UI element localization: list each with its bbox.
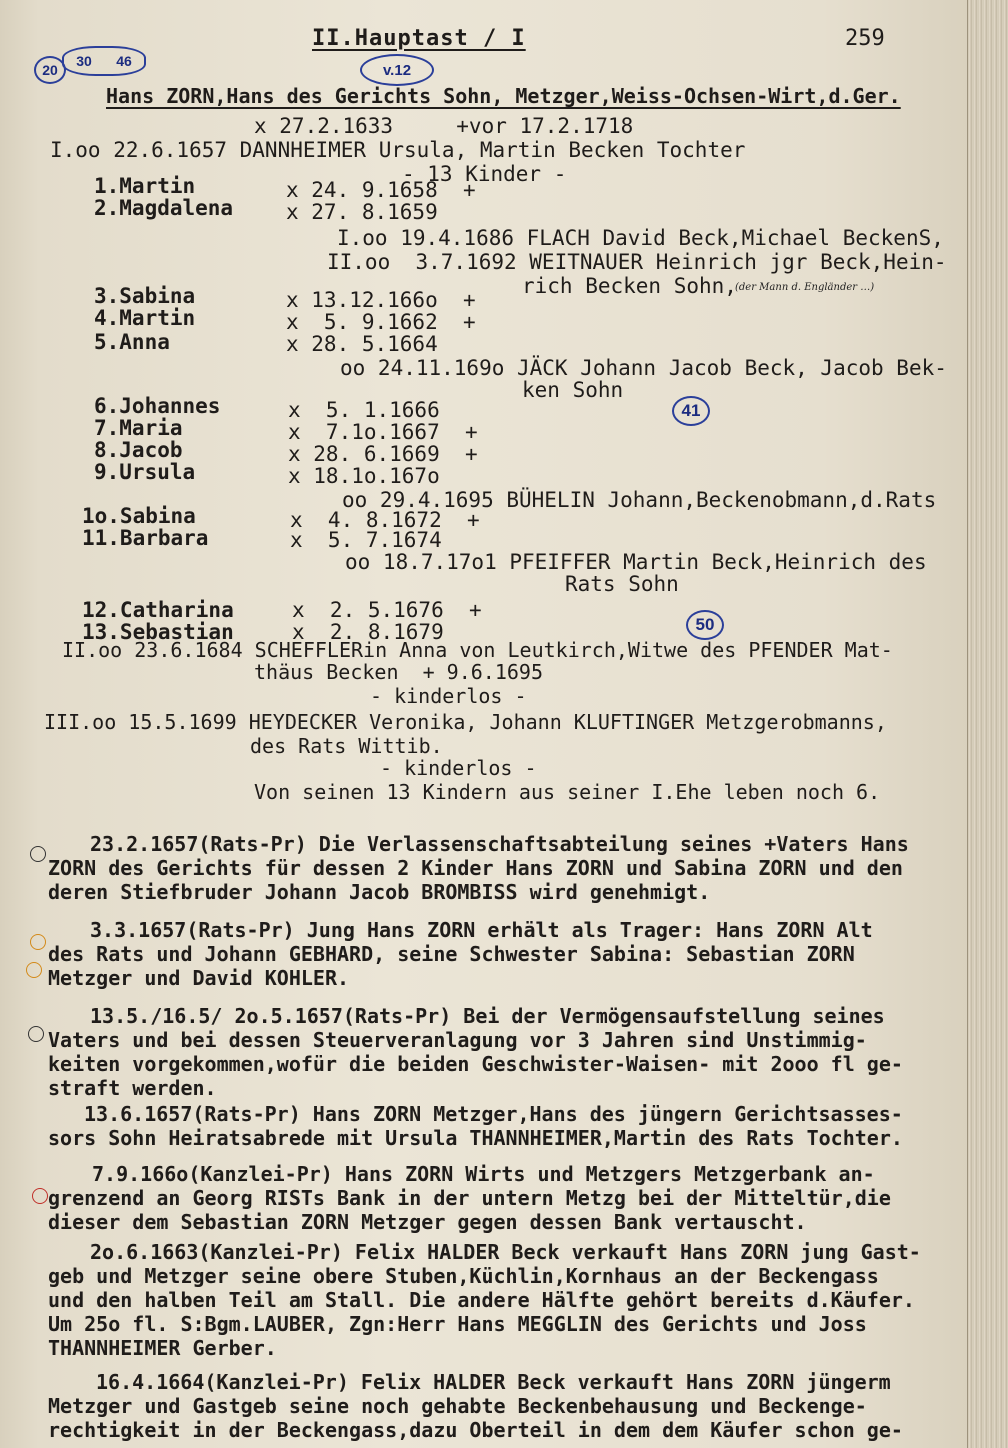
version-label: v.12 — [382, 61, 412, 79]
child-marriage: ken Sohn — [522, 378, 624, 402]
child-marriage: oo 24.11.169o JÄCK Johann Jacob Beck, Jacob Bek- — [340, 356, 947, 380]
record-line: rechtigkeit in der Beckengass,dazu Oberteil in dem dem Käufer schon ge- — [48, 1418, 903, 1442]
person-heading: Hans ZORN,Hans des Gerichts Sohn, Metzger,Weiss-Ochsen-Wirt,d.Ger. — [106, 84, 901, 108]
record-line: Um 25o fl. S:Bgm.LAUBER, Zgn:Herr Hans MEGGLIN des Gerichts und Joss — [48, 1312, 867, 1336]
record-line: 3.3.1657(Rats-Pr) Jung Hans ZORN erhält als Trager: Hans ZORN Alt — [90, 918, 873, 942]
child-dates: x 28. 5.1664 — [286, 332, 438, 356]
page-number: 259 — [845, 26, 885, 51]
child-dates: x 5. 7.1674 — [290, 528, 442, 552]
margin-number-circle — [62, 46, 146, 76]
child-dates: x 24. 9.1658 + — [286, 178, 476, 202]
child-marriage: I.oo 19.4.1686 FLACH David Beck,Michael BeckenS, — [337, 226, 944, 250]
page-title: II.Hauptast / I — [312, 26, 526, 51]
child-marriage: II.oo 3.7.1692 WEITNAUER Heinrich jgr Beck,Hein- — [327, 250, 947, 274]
margin-mark — [32, 1188, 48, 1204]
later-marriage-line: thäus Becken + 9.6.1695 — [254, 660, 543, 684]
child-name: 1.Martin — [94, 174, 196, 198]
record-line: Vaters und bei dessen Steuerveranlagung vor 3 Jahren sind Unstimmig- — [48, 1028, 867, 1052]
version-circle — [360, 54, 434, 86]
child-dates: x 2. 5.1676 + — [292, 598, 482, 622]
child-name: 4.Martin — [94, 306, 196, 330]
child-name: 11.Barbara — [82, 526, 209, 550]
child-name: 2.Magdalena — [94, 196, 234, 220]
circled-number-text: 41 — [681, 401, 701, 420]
margin-number-text: 20 — [42, 62, 58, 78]
circled-number-text: 50 — [695, 615, 715, 634]
summary-line: Von seinen 13 Kindern aus seiner I.Ehe leben noch 6. — [254, 780, 881, 804]
child-name: 12.Catharina — [82, 598, 234, 622]
margin-mark — [30, 934, 46, 950]
child-name: 6.Johannes — [94, 394, 221, 418]
child-marriage: rich Becken Sohn, — [522, 274, 737, 298]
later-marriage-line: - kinderlos - — [380, 756, 537, 780]
book-page-edges — [967, 0, 1008, 1448]
child-dates: x 5. 1.1666 — [288, 398, 440, 422]
record-line: geb und Metzger seine obere Stuben,Küchlin,Kornhaus an der Beckengass — [48, 1264, 879, 1288]
margin-mark — [30, 846, 46, 862]
child-dates: x 5. 9.1662 + — [286, 310, 476, 334]
record-line: straft werden. — [48, 1076, 217, 1100]
later-marriage-line: III.oo 15.5.1699 HEYDECKER Veronika, Johann KLUFTINGER Metzgerobmanns, — [44, 710, 887, 734]
margin-number-text: 46 — [116, 53, 132, 69]
record-line: deren Stiefbruder Johann Jacob BROMBISS wird genehmigt. — [48, 880, 711, 904]
record-line: des Rats und Johann GEBHARD, seine Schwester Sabina: Sebastian ZORN — [48, 942, 855, 966]
child-name: 5.Anna — [94, 330, 170, 354]
child-dates: x 28. 6.1669 + — [288, 442, 478, 466]
child-name: 9.Ursula — [94, 460, 196, 484]
child-dates: x 4. 8.1672 + — [290, 508, 480, 532]
record-line: THANNHEIMER Gerber. — [48, 1336, 277, 1360]
record-line: 7.9.166o(Kanzlei-Pr) Hans ZORN Wirts und Metzgers Metzgerbank an- — [92, 1162, 875, 1186]
child-name: 7.Maria — [94, 416, 183, 440]
record-line: 16.4.1664(Kanzlei-Pr) Felix HALDER Beck verkauft Hans ZORN jüngerm — [96, 1370, 891, 1394]
record-line: sors Sohn Heiratsabrede mit Ursula THANNHEIMER,Martin des Rats Tochter. — [48, 1126, 903, 1150]
handwritten-note: (der Mann d. Engländer …) — [735, 282, 875, 293]
circled-number — [686, 610, 724, 640]
record-line: keiten vorgekommen,wofür die beiden Geschwister-Waisen- mit 2ooo fl ge- — [48, 1052, 903, 1076]
record-line: 13.6.1657(Rats-Pr) Hans ZORN Metzger,Hans des jüngern Gerichtsasses- — [84, 1102, 903, 1126]
record-line: ZORN des Gerichts für dessen 2 Kinder Hans ZORN und Sabina ZORN und den — [48, 856, 903, 880]
child-marriage: Rats Sohn — [565, 572, 679, 596]
record-line: 2o.6.1663(Kanzlei-Pr) Felix HALDER Beck verkauft Hans ZORN jung Gast- — [90, 1240, 921, 1264]
person-born-died: x 27.2.1633 +vor 17.2.1718 — [254, 114, 634, 138]
child-name: 3.Sabina — [94, 284, 196, 308]
later-marriage-line: - kinderlos - — [370, 684, 527, 708]
record-line: Metzger und Gastgeb seine noch gehabte Beckenbehausung und Beckenge- — [48, 1394, 867, 1418]
record-line: grenzend an Georg RISTs Bank in der untern Metzg bei der Mitteltür,die — [48, 1186, 891, 1210]
margin-mark — [26, 962, 42, 978]
child-name: 1o.Sabina — [82, 504, 196, 528]
record-line: 13.5./16.5/ 2o.5.1657(Rats-Pr) Bei der Vermögensaufstellung seines — [90, 1004, 885, 1028]
record-line: dieser dem Sebastian ZORN Metzger gegen dessen Bank vertauscht. — [48, 1210, 807, 1234]
child-dates: x 27. 8.1659 — [286, 200, 438, 224]
child-dates: x 13.12.166o + — [286, 288, 476, 312]
child-name: 13.Sebastian — [82, 620, 234, 644]
child-name: 8.Jacob — [94, 438, 183, 462]
margin-number-text: 30 — [76, 53, 92, 69]
record-line: Metzger und David KOHLER. — [48, 966, 350, 990]
later-marriage-line: II.oo 23.6.1684 SCHEFFLERin Anna von Leutkirch,Witwe des PFENDER Mat- — [62, 638, 893, 662]
child-marriage: oo 18.7.17o1 PFEIFFER Martin Beck,Heinrich des — [345, 550, 927, 574]
record-line: 23.2.1657(Rats-Pr) Die Verlassenschaftsabteilung seines +Vaters Hans — [90, 832, 909, 856]
circled-number — [672, 396, 710, 426]
child-marriage: oo 29.4.1695 BÜHELIN Johann,Beckenobmann,d.Rats — [342, 488, 937, 512]
child-dates: x 18.1o.167o — [288, 464, 440, 488]
margin-mark — [28, 1026, 44, 1042]
child-dates: x 7.1o.1667 + — [288, 420, 478, 444]
record-line: und den halben Teil am Stall. Die andere Hälfte gehört bereits d.Käufer. — [48, 1288, 915, 1312]
later-marriage-line: des Rats Wittib. — [250, 734, 443, 758]
children-count: - 13 Kinder - — [402, 162, 567, 186]
marriage-line: I.oo 22.6.1657 DANNHEIMER Ursula, Martin Becken Tochter — [50, 138, 746, 162]
child-dates: x 2. 8.1679 — [292, 620, 444, 644]
